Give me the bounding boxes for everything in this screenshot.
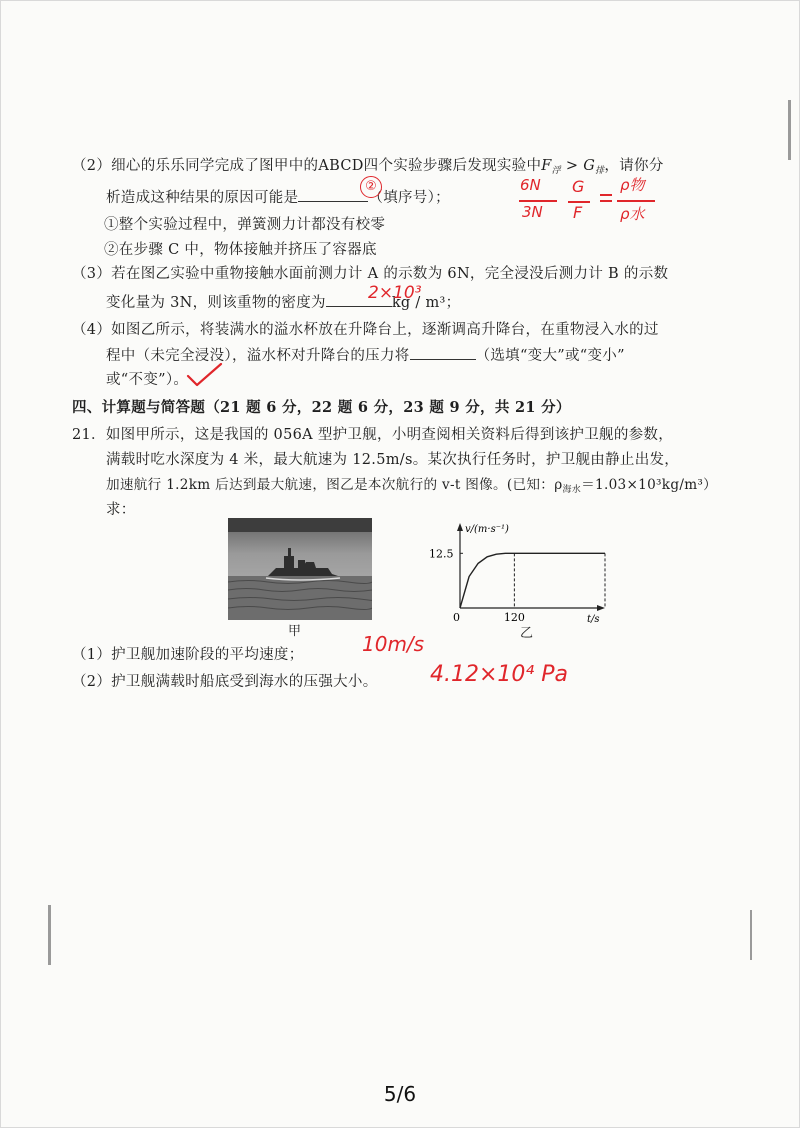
q2-text-start: （2）细心的乐乐同学完成了图甲中的ABCD四个实验步骤后发现实验中	[72, 158, 542, 174]
q2-line-2	[106, 186, 450, 207]
q4-line2-start: 程中（未完全浸没），溢水杯对升降台的压力将	[106, 348, 410, 364]
q21-sub-1: （1）护卫舰加速阶段的平均速度；	[72, 647, 304, 663]
y-tick-label: 12.5	[429, 547, 454, 561]
q3-line-1: （3）若在图乙实验中重物接触水面前测力计 A 的示数为 6N，完全浸没后测力计 B 的示数	[72, 266, 669, 282]
q4-line2-end: （选填“变大”或“变小”	[475, 348, 625, 364]
g-label: G	[583, 158, 596, 174]
fig-jia-label: 甲	[288, 624, 302, 639]
page-number: 5/6	[383, 1082, 417, 1106]
hw-fraction-bar-left	[519, 200, 557, 202]
x-axis-arrow	[597, 605, 605, 611]
vt-chart	[425, 518, 615, 630]
fig-yi-label: 乙	[520, 626, 534, 641]
q4-line-2	[106, 344, 625, 365]
f-buoyancy	[541, 158, 561, 174]
hw-ratio-mid-bottom: F	[573, 203, 583, 222]
hw-checkmark	[185, 362, 225, 388]
scan-edge-left	[48, 905, 51, 965]
f-label: F	[541, 158, 552, 174]
q2-text-end: ，请你分	[604, 158, 664, 174]
warship-photo	[228, 518, 372, 620]
q2-option-2: ②在步骤 C 中，物体接触并挤压了容器底	[104, 242, 377, 258]
x-axis-label: t/s	[587, 614, 600, 625]
q4-answer-blank	[410, 345, 476, 360]
v-t-curve	[460, 553, 605, 608]
q21-sub-2: （2）护卫舰满载时船底受到海水的压强大小。	[72, 674, 378, 690]
hw-q3-answer: 2×10³	[368, 283, 422, 303]
q2-answer-blank	[298, 187, 368, 202]
q3-line2-end: kg / m³；	[391, 295, 461, 311]
q2-line2-start: 析造成这种结果的原因可能是	[106, 190, 299, 206]
q21-line-4: 求：	[106, 502, 136, 518]
x-tick-label: 120	[503, 611, 525, 624]
g-displaced	[583, 158, 604, 174]
hw-q2-answer	[360, 175, 382, 198]
y-axis-arrow	[457, 523, 463, 531]
rho-sub: 海水	[562, 485, 582, 495]
y-axis-label: v/(m·s⁻¹)	[465, 524, 509, 535]
origin-label: 0	[453, 611, 460, 624]
hw-ratio-left-bottom: 3N	[522, 203, 543, 221]
q21-line3-start: 加速航行 1.2km 后达到最大航速，图乙是本次航行的 v-t 图像。(已知：ρ	[106, 477, 563, 493]
section-4-title: 四、计算题与简答题（21 题 6 分，22 题 6 分，23 题 9 分，共 21 分）	[72, 399, 571, 416]
g-sub: 排	[595, 166, 605, 176]
hw-fraction-bar-right	[617, 200, 655, 202]
hw-ratio-right-bottom: ρ水	[620, 205, 645, 223]
hw-ratio-mid-top: G	[572, 177, 585, 196]
hw-ratio-right-top: ρ物	[620, 176, 645, 194]
q4-line-1: （4）如图乙所示，将装满水的溢水杯放在升降台上，逐渐调高升降台，在重物浸入水的过	[72, 322, 659, 338]
q4-line-3: 或“不变”）。	[106, 372, 189, 388]
hw-q21-1-answer: 10m/s	[362, 632, 425, 656]
hw-circled-2: ②	[360, 176, 382, 198]
scan-edge-right	[788, 100, 791, 160]
q21-line-3	[106, 473, 717, 495]
q3-line2-start: 变化量为 3N，则该重物的密度为	[106, 295, 326, 311]
hw-q21-2-answer: 4.12×10⁴ Pa	[430, 662, 568, 687]
hw-equals-top	[600, 194, 612, 196]
q21-line-2: 满载时吃水深度为 4 米，最大航速为 12.5m/s。某次执行任务时，护卫舰由静止出发，	[106, 452, 680, 468]
q2-option-1: ①整个实验过程中，弹簧测力计都没有校零	[104, 217, 386, 233]
f-sub: 浮	[551, 166, 561, 176]
hw-equals-bottom	[600, 200, 612, 202]
q21-line-1: 21．如图甲所示，这是我国的 056A 型护卫舰，小明查阅相关资料后得到该护卫舰的参数，	[72, 427, 674, 443]
q21-line3-end: ＝1.03×10³kg/m³）	[581, 477, 718, 493]
scan-edge-right-lower	[750, 910, 752, 960]
q2-line2-end: （填序号）；	[368, 190, 450, 206]
gt-sign: >	[560, 158, 584, 174]
q2-line-1	[72, 154, 664, 176]
hw-ratio-left-top: 6N	[520, 176, 541, 194]
